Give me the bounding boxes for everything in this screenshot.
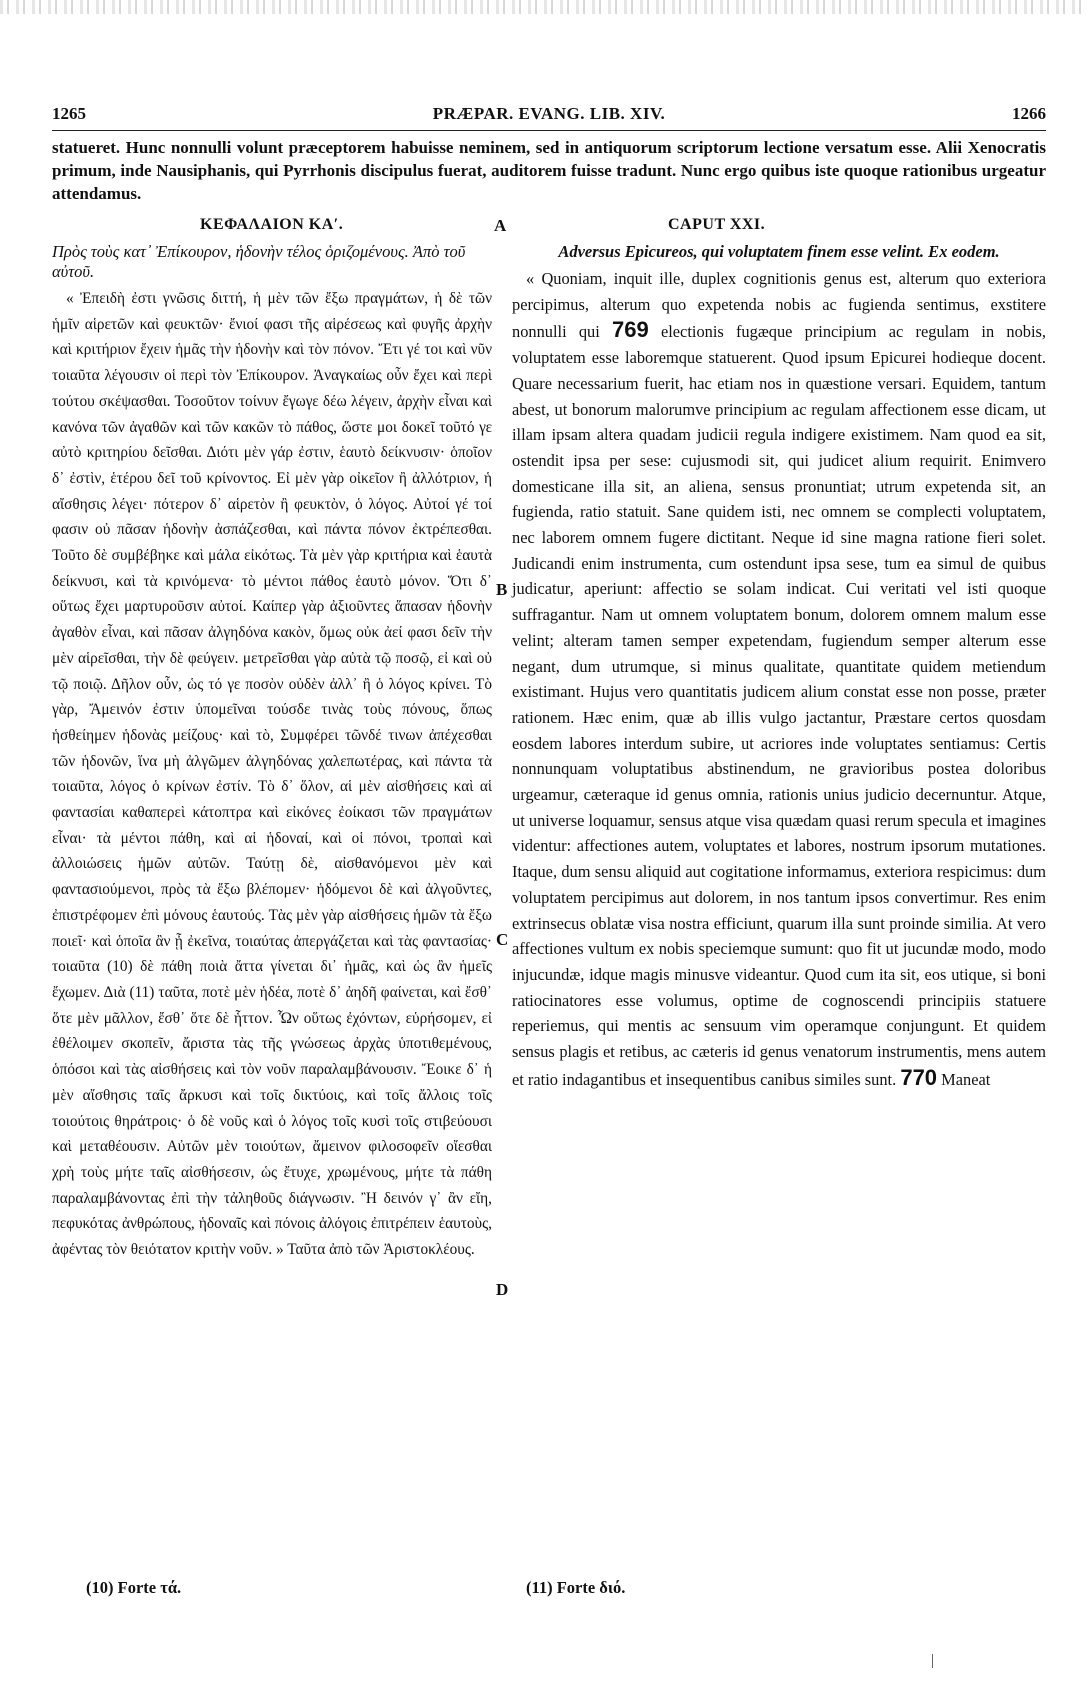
latin-subtitle: Adversus Epicureos, qui voluptatem finem esse velint. Ex eodem. bbox=[558, 242, 1000, 261]
latin-text-part-1: « Quoniam, inquit ille, duplex cognitionis genus est, alterum quo exteriora percipimus, alterum quo expetenda nobis ac fugienda sentimus, exstitere nonnulli qui bbox=[512, 269, 1046, 342]
running-title: PRÆPAR. EVANG. LIB. XIV. bbox=[432, 104, 666, 123]
latin-text-part-2: electionis fugæque principium ac regulam in nobis, voluptatem esse laboremque statuerent. Quod ipsum Epicurei hodieque docent. Quare necessarium fuerit, hac etiam nos in quæstione versari. Equidem, tantum abest, ut bonorum malorumve principium ac regulam affectionem esse dicam, ut illam ipsam altera quadam judicii regula indigere existimem. Nam quod ea sit, ostendit ipsa per sese: cujusmodi sit, qui judicet alium requirit. Enimvero domesticane illa sit, an aliena, sensus pronuntiat; utrum expetenda sit, an fugienda, ratio statuit. Sane quidem isti, nec omnem se complecti voluptatem, nec laborem omnem fugere dictitant. Neque id sine magna ratione fieri solet. Judicandi enim instrumenta, cum ostendunt ipsa sese, tum ea simul de quibus judicatur, aperiunt: affectio se solam indicat. Cui veritati vel isti quoque suffragantur. Nam ut omnem voluptatem bonum, dolorem omnem malum esse velint; alteram tamen semper expetendam, fugiendum semper alterum esse negant, dum utrumque, si minus qualitate, quantitate quidem metiendum existimant. Hujus vero quantitatis judicem alium constat esse non posse, præter rationem. Hæc enim, quæ ab illis vulgo jactantur, Præstare certos quosdam eosdem labores interdum subire, ut acriores inde voluptates sentiamus: Certis nonnunquam voluptatibus abstinendum, ne gravioribus postea doloribus urgeamur, cæteraque id genus omnia, rationis unius judicio decernuntur. Atque, ut universe loquamur, sensus atque visa quædam quasi rerum specula et imagines videntur: affectiones autem, voluptates et labores, nostrum ipsorum mutationes. Itaque, dum sensu aliquid aut cogitatione informamus, exteriora respicimus: dum voluptatem percipimus aut dolorem, in nos tantum ipsos convertimur. Res enim extrinsecus oblatæ visa nostra efficiunt, quarum illa sunt proinde similia. At vero affectiones vultum ex nobis speciemque sumunt: quo fit ut jucundæ modo, modo injucundæ, idque magis minusve videantur. Quod cum ita sit, eos utique, si boni ratiocinatores esse volumus, optime de cognoscendi principiis statuere reperiemus, qui mentis ac sensuum vim operamque conjungunt. Et quidem sensus plagis et retibus, ac cæteris id genus venatorum instrumentis, mens autem et ratio indagantibus et insequentibus canibus similes sunt. bbox=[512, 322, 1046, 1089]
margin-letter-a: A bbox=[494, 216, 507, 235]
scan-edge-noise bbox=[0, 0, 1088, 14]
margin-letter-b: B bbox=[496, 580, 508, 599]
latin-column bbox=[512, 242, 1046, 1093]
latin-text-part-3: Maneat bbox=[941, 1069, 991, 1089]
greek-column bbox=[52, 242, 492, 1263]
greek-text: « Ἐπειδὴ ἐστι γνῶσις διττή, ἡ μὲν τῶν ἔξω πραγμάτων, ἡ δὲ τῶν ἡμῖν αἱρετῶν καὶ φευκτῶν· ἔνιοί φασι τῆς αἱρέσεως καὶ φυγῆς ἀρχὴν καὶ κριτήριον ἔχειν ἡμᾶς τὴν ἡδονὴν καὶ τὸν πόνον. Ἔτι γέ τοι καὶ νῦν τοιαῦτα λέγουσιν οἱ περὶ τὸν Ἐπίκουρον. Ἀναγκαίως οὖν ἔχει καὶ περὶ τούτου σκέψασθαι. Τοσοῦτον τοίνυν ἔγωγε δέω λέγειν, ἀρχὴν εἶναι καὶ κανόνα τῶν ἀγαθῶν καὶ τῶν κακῶν τὸ πάθος, ὥστε μοι δοκεῖ τοῦτό γε αὐτὸ κριτηρίου δεῖσθαι. Διότι μὲν γάρ ἐστιν, ἑαυτὸ δείκνυσιν· ὁποῖον δ᾽ ἐστὶν, ἑτέρου δεῖ τοῦ κρίνοντος. Εἰ μὲν γὰρ οἰκεῖον ἢ ἀλλότριον, ἡ αἴσθησις λέγει· πότερον δ᾽ αἱρετὸν ἢ φευκτὸν, ὁ λόγος. Αὐτοί γέ τοί φασιν οὐ πᾶσαν ἡδονὴν ἀσπάζεσθαι, καὶ πάντα πόνον ἐκτρέπεσθαι. Τοῦτο δὲ συμβέβηκε καὶ μάλα εἰκότως. Τὰ μὲν γὰρ κριτήρια καὶ ἑαυτὰ δείκνυσι, καὶ τὰ κρινόμενα· τὸ μέντοι πάθος ἑαυτὸ μόνον. Ὅτι δ᾽ οὕτως ἔχει μαρτυροῦσιν αὐτοί. Καίπερ γὰρ ἀξιοῦντες ἅπασαν ἡδονὴν ἀγαθὸν εἶναι, καὶ πᾶσαν ἀλγηδόνα κακὸν, ὅμως οὐκ ἀεί φασι δεῖν τὴν μὲν αἱρεῖσθαι, τὴν δὲ φεύγειν. μετρεῖσθαι γὰρ αὐτὰ τῷ ποσῷ, εἰ καὶ οὐ τῷ ποιῷ. Δῆλον οὖν, ὡς τό γε ποσὸν οὐδὲν ἀλλ᾽ ἢ ὁ λόγος κρίνει. Τὸ γὰρ, Ἄμεινόν ἐστιν ὑπομεῖναι τούσδε τινὰς τοὺς πόνους, ὅπως ἡσθείημεν ἡδονὰς μείζους· καὶ τὸ, Συμφέρει τῶνδέ τινων ἀπέχεσθαι τῶν ἡδονῶν, ἵνα μὴ ἀλγῶμεν ἀλγηδόνας χαλεπωτέρας, καὶ πάντα τὰ τοιαῦτα, λόγος ὁ κρίνων ἐστίν. Τὸ δ᾽ ὅλον, αἱ μὲν αἰσθήσεις καὶ αἱ φαντασίαι καθαπερεὶ κάτοπτρα καὶ εἰκόνες ἐοίκασι τῶν πραγμάτων εἶναι· τὰ μέντοι πάθη, καὶ αἱ ἡδοναί, καὶ οἱ πόνοι, τροπαὶ καὶ ἀλλοιώσεις ἡμῶν αὐτῶν. Ταύτῃ δὲ, αἰσθανόμενοι μὲν καὶ φαντασιούμενοι, πρὸς τὰ ἔξω βλέπομεν· ἡδόμενοι δὲ καὶ ἀλγοῦντες, ἐπιστρέφομεν ἐπὶ μόνους ἑαυτούς. Τὰς μὲν γὰρ αἰσθήσεις ἡμῶν τὰ ἔξω ποιεῖ· καὶ ὁποῖα ἂν ᾖ ἐκεῖνα, τοιαύτας ἀπεργάζεται καὶ τὰς φαντασίας· τοιαῦτα (10) δὲ πάθη ποιὰ ἄττα γίνεται δι᾽ ἡμᾶς, καὶ ὡς ἂν ἡμεῖς ἔχωμεν. Διὰ (11) ταῦτα, ποτὲ μὲν ἡδέα, ποτὲ δ᾽ ἀηδῆ φαίνεται, καὶ ἔσθ᾽ ὅτε μὲν μᾶλλον, ἔσθ᾽ ὅτε δὲ ἧττον. Ὧν οὕτως ἐχόντων, εὑρήσομεν, εἰ ἐθέλοιμεν σκοπεῖν, ἄριστα τὰς τῆς γνώσεως ἀρχὰς ὑποτιθεμένους, ὁπόσοι καὶ τὰς αἰσθήσεις καὶ τὸν νοῦν παραλαμβάνουσιν. Ἔοικε δ᾽ ἡ μὲν αἴσθησις ταῖς ἄρκυσι καὶ τοῖς δικτύοις, καὶ τοῖς ἄλλοις τοῖς τοιούτοις θηράτροις· ὁ δὲ νοῦς καὶ ὁ λόγος τοῖς κυσὶ τοῖς στιβεύουσι καὶ μεταθέουσιν. Αὐτῶν μὲν τοιούτων, ἄμεινον φιλοσοφεῖν οἴεσθαι χρὴ τοὺς μήτε ταῖς αἰσθήσεσιν, ὡς ἔτυχε, χρωμένους, μήτε τὰ πάθη παραλαμβάνοντας ἐπὶ τὴν τἀληθοῦς διάγνωσιν. Ἢ δεινόν γ᾽ ἂν εἴη, πεφυκότας ἀνθρώπους, ἡδοναῖς καὶ πόνοις ἀλόγοις ἐπιτρέπειν ἑαυτοὺς, ἀφέντας τὸν θειότατον κριτὴν νοῦν. » Ταῦτα ἀπὸ τῶν Ἀριστοκλέους. bbox=[52, 290, 492, 1259]
margin-letter-d: D bbox=[496, 1280, 509, 1299]
greek-chapter-heading: ΚΕΦΑΛΑΙΟΝ ΚΑ′. bbox=[200, 216, 344, 233]
margin-letter-c: C bbox=[496, 930, 509, 949]
page-marker-769: 769 bbox=[612, 317, 649, 343]
running-header bbox=[52, 104, 1046, 130]
latin-chapter-heading: CAPUT XXI. bbox=[668, 216, 766, 233]
page-number-right: 1266 bbox=[1012, 104, 1046, 123]
latin-footnote: (11) Forte διό. bbox=[526, 1578, 626, 1597]
scan-mark bbox=[932, 1654, 933, 1668]
intro-paragraph: statueret. Hunc nonnulli volunt præceptorem habuisse neminem, sed in antiquorum scriptorum lectione versatum esse. Alii Xenocratis primum, inde Nausiphanis, qui Pyrrhonis discipulus fuerat, auditorem fuisse tradunt. Nunc ergo quibus iste quoque rationibus urgeatur attendamus. bbox=[52, 138, 1046, 203]
greek-subtitle: Πρὸς τοὺς κατ᾽ Ἐπίκουρον, ἡδονὴν τέλος ὁριζομένους. Ἀπὸ τοῦ αὐτοῦ. bbox=[52, 242, 466, 281]
greek-footnote: (10) Forte τά. bbox=[86, 1578, 182, 1597]
page-number-left: 1265 bbox=[52, 104, 86, 123]
page-marker-770: 770 bbox=[900, 1064, 938, 1090]
latin-text bbox=[512, 266, 1046, 1093]
header-rule bbox=[52, 130, 1046, 131]
